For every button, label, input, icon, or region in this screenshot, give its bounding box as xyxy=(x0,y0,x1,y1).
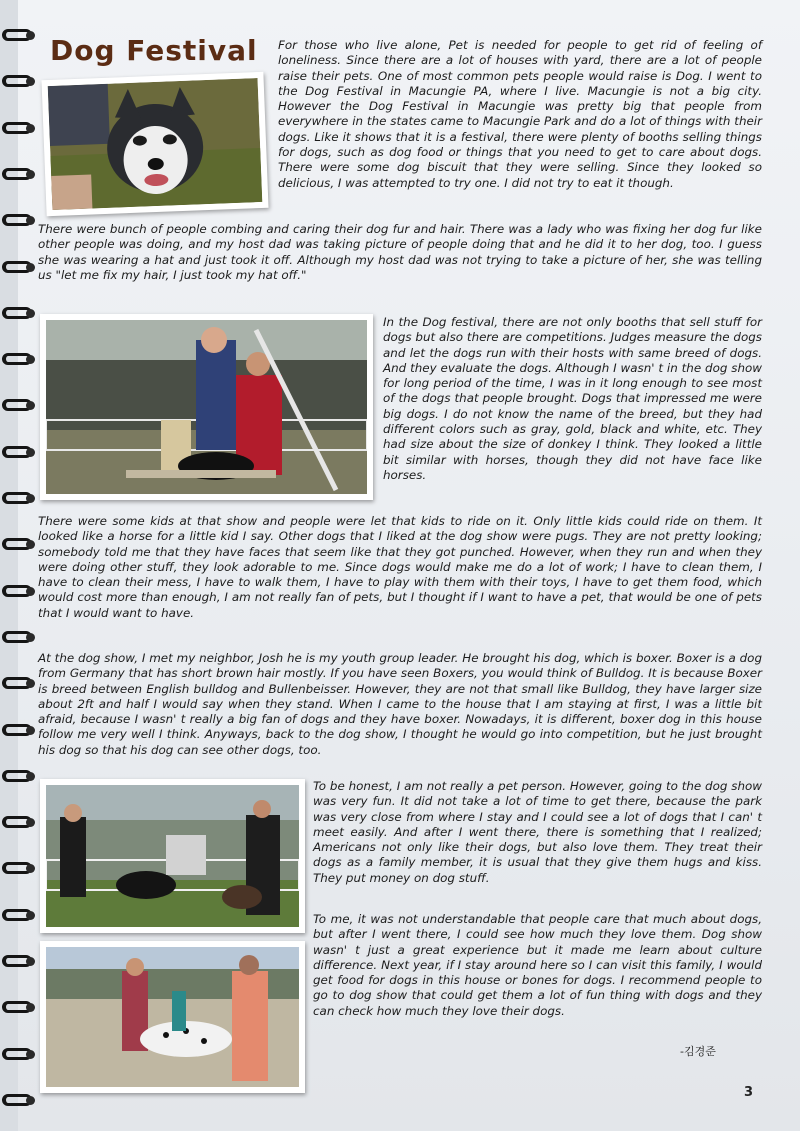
article-title: Dog Festival xyxy=(50,34,258,67)
binding-ring xyxy=(0,629,38,647)
binding-ring xyxy=(0,27,38,45)
binding-ring xyxy=(0,675,38,693)
binding-ring xyxy=(0,860,38,878)
paragraph-boxer: At the dog show, I met my neighbor, Josh he is my youth group leader. He brought his dog, which is boxer. Boxer is a dog from Germany that has short brown hair mostly. If you have seen Boxers, you would think of Bulldog. It is because Boxer is breed between English bulldog and Bullenbeisser. However, they are not that small like Bulldog, they have larger size about 2ft and half I would say when they stand. When I came to the house that I am staying at first, I was a little bit afraid, because I wasn' t really a big fan of dogs and they have boxer. Nowadays, it is different, boxer dog in this house follow me very well I think. Anyways, back to the dog show, I thought he would go into competition, but he just brought his dog so that his dog can see other dogs, too. xyxy=(38,651,762,757)
binding-ring xyxy=(0,814,38,832)
dalmatian-photo xyxy=(40,941,305,1093)
husky-image xyxy=(48,78,263,210)
binding-ring xyxy=(0,1092,38,1110)
binding-ring xyxy=(0,351,38,369)
paragraph-competition: In the Dog festival, there are not only booths that sell stuff for dogs but also there are competitions. Judges measure the dogs and let the dogs run with their hosts with same breed of dogs. And they evaluate the dogs. Although I wasn' t in the dog show for long period of the time, I was in it long enough to see most of the dogs that people brought. Dogs that impressed me were big dogs. I do not know the name of the breed, but they had different colors such as gray, gold, black and white, etc. They had size about the size of donkey I think. They looked a little bit similar with horses, though they did not have face like horses. xyxy=(383,315,762,482)
binding-ring xyxy=(0,722,38,740)
show-ring-photo xyxy=(40,779,305,933)
binding-ring xyxy=(0,536,38,554)
binding-ring xyxy=(0,768,38,786)
binding-ring xyxy=(0,305,38,323)
paragraph-pugs: There were some kids at that show and people were let that kids to ride on it. Only little kids could ride on them. It looked like a horse for a little kid I say. Other dogs that I liked at the dog show were pugs. They are not pretty looking; somebody told me that they have faces that seem like that they got punched. However, when they run and when they were doing other stuff, they look adorable to me. Since dogs would make me do a lot of work; I have to clean them, I have to clean their mess, I have to walk them, I have to play with them with their toys, I have to get them food, which would cost more than enough, I am not really fan of pets, but I thought if I want to have a pet, that would be one of pets that I would want to have. xyxy=(38,514,762,620)
binding-ring xyxy=(0,166,38,184)
husky-photo xyxy=(41,72,268,216)
judging-photo xyxy=(40,314,373,500)
binding-ring xyxy=(0,73,38,91)
binding-ring xyxy=(0,444,38,462)
binding-ring xyxy=(0,397,38,415)
binding-ring xyxy=(0,120,38,138)
binding-ring xyxy=(0,490,38,508)
author-signature: -김경준 xyxy=(680,1045,716,1058)
binding-ring xyxy=(0,212,38,230)
paragraph-intro: For those who live alone, Pet is needed for people to get rid of feeling of loneliness. Since there are a lot of houses with yard, there are a lot of people raise their pets. One of most common pets people would raise is Dog. I went to the Dog Festival in Macungie PA, where I live. Macungie is not a big city. However the Dog Festival in Macungie was pretty big that people from everywhere in the states came to Macungie Park and do a lot of things with their dogs. Like it shows that it is a festival, there were plenty of booths selling things for dogs, such as dog food or things that you need to get to care about dogs. There were some dog biscuit that they were selling. Since they looked so delicious, I was attempted to try one. I did not try to eat it though. xyxy=(278,38,762,190)
dalmatian-image xyxy=(46,947,299,1087)
binding-ring xyxy=(0,583,38,601)
page-number: 3 xyxy=(744,1085,754,1100)
show-ring-image xyxy=(46,785,299,927)
paragraph-grooming: There were bunch of people combing and caring their dog fur and hair. There was a lady who was fixing her dog fur like other people was doing, and my host dad was taking picture of people doing that and he did it to her dog, too. I guess she was wearing a hat and just took it off. Although my host dad was not trying to take a picture of her, she was telling us "let me fix my hair, I just took my hat off." xyxy=(38,222,762,282)
judging-image xyxy=(46,320,367,494)
binding-ring xyxy=(0,1046,38,1064)
paragraph-conclusion: To me, it was not understandable that people care that much about dogs, but after I went there, I could see how much they love them. Dog show wasn' t just a great experience but it made me learn about culture difference. Next year, if I stay around here so I can visit this family, I would get food for dogs in this house or bones for dogs. I recommend people to go to dog show that could get them a lot of fun thing with dogs and they can check how much they love their dogs. xyxy=(313,912,762,1018)
binding-ring xyxy=(0,953,38,971)
binding-ring xyxy=(0,259,38,277)
binding-ring xyxy=(0,999,38,1017)
binding-ring xyxy=(0,907,38,925)
paragraph-honest: To be honest, I am not really a pet person. However, going to the dog show was very fun. It did not take a lot of time to get there, because the park was very close from where I stay and I could see a lot of dogs that I can' t meet easily. And after I went there, there is something that I realized; Americans not only like their dogs, but also love them. They treat their dogs as a family member, it is usual that they give them hugs and kiss. They put money on dog stuff. xyxy=(313,779,762,885)
